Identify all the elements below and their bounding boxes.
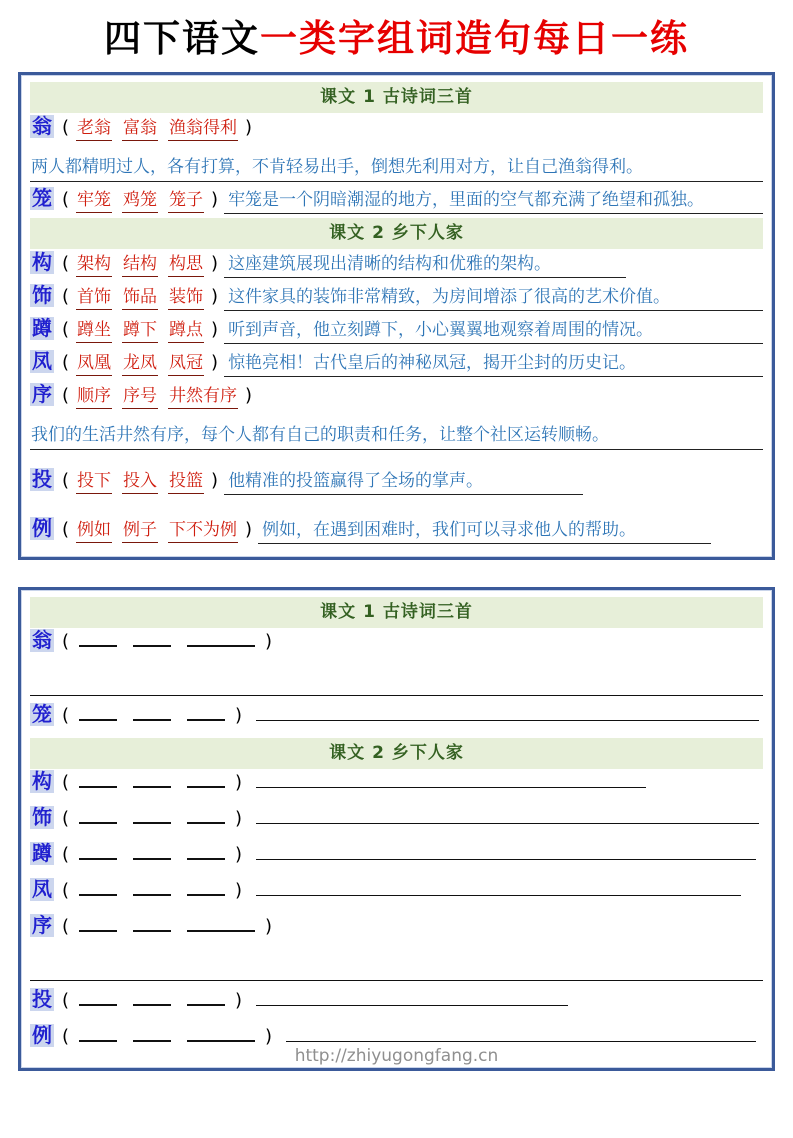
word: 鸡笼 — [122, 185, 158, 213]
close-paren: ) — [235, 705, 243, 727]
word-blank — [187, 805, 225, 824]
lesson-2-header: 课文 2 乡下人家 — [30, 218, 763, 249]
open-paren: ( — [62, 189, 70, 211]
close-paren: ) — [211, 189, 219, 211]
sentence-line: 我们的生活井然有序，每个人都有自己的职责和任务，让整个社区运转顺畅。 — [30, 414, 763, 450]
open-paren: ( — [62, 808, 70, 830]
word: 笼子 — [168, 185, 204, 213]
answer-row-tou — [30, 466, 763, 499]
sentence-write-line — [30, 664, 763, 696]
open-paren: ( — [62, 631, 70, 653]
word-blank — [79, 805, 117, 824]
close-paren: ) — [235, 880, 243, 902]
open-paren: ( — [62, 772, 70, 794]
word-blank — [133, 913, 171, 932]
answer-row-shi — [30, 282, 763, 315]
answer-row-feng — [30, 348, 763, 381]
target-char: 投 — [32, 467, 52, 492]
open-paren: ( — [62, 319, 70, 341]
open-paren: ( — [62, 117, 70, 139]
target-char: 序 — [32, 382, 52, 407]
open-paren: ( — [62, 844, 70, 866]
sentence: 这座建筑展现出清晰的结构和优雅的架构。 — [224, 249, 626, 278]
sentence-write-line — [286, 1023, 756, 1042]
page-title-red: 一类字组词造句每日一练 — [260, 16, 689, 60]
word: 蹲坐 — [76, 315, 112, 343]
close-paren: ) — [211, 253, 219, 275]
sentence-write-line — [256, 805, 759, 824]
practice-row-tou — [30, 987, 763, 1023]
lesson-1-header: 课文 1 古诗词三首 — [30, 82, 763, 113]
target-char: 例 — [32, 1023, 52, 1048]
target-char: 凤 — [32, 349, 52, 374]
sentence: 这件家具的装饰非常精致，为房间增添了很高的艺术价值。 — [224, 282, 763, 311]
word-blank — [133, 805, 171, 824]
word-blank — [133, 628, 171, 647]
sentence: 他精准的投篮赢得了全场的掌声。 — [224, 466, 583, 495]
page-title — [0, 16, 793, 60]
target-char: 翁 — [32, 628, 52, 653]
practice-row-weng — [30, 628, 763, 664]
word: 蹲下 — [122, 315, 158, 343]
open-paren: ( — [62, 705, 70, 727]
close-paren: ) — [245, 117, 253, 139]
practice-row-shi — [30, 805, 763, 841]
open-paren: ( — [62, 916, 70, 938]
target-char: 凤 — [32, 877, 52, 902]
open-paren: ( — [62, 470, 70, 492]
word-blank — [187, 628, 255, 647]
word: 架构 — [76, 249, 112, 277]
close-paren: ) — [265, 631, 273, 653]
word: 龙凤 — [122, 348, 158, 376]
sentence: 惊艳亮相！古代皇后的神秘凤冠，揭开尘封的历史记。 — [224, 348, 763, 377]
word-blank — [79, 702, 117, 721]
word: 凤冠 — [168, 348, 204, 376]
word: 牢笼 — [76, 185, 112, 213]
word-blank — [187, 841, 225, 860]
open-paren: ( — [62, 880, 70, 902]
target-char: 蹲 — [32, 841, 52, 866]
sentence: 例如，在遇到困难时，我们可以寻求他人的帮助。 — [258, 515, 711, 544]
word-blank — [133, 702, 171, 721]
target-char: 序 — [32, 913, 52, 938]
close-paren: ) — [265, 1026, 273, 1048]
sentence-line: 两人都精明过人，各有打算，不肯轻易出手，倒想先利用对方，让自己渔翁得利。 — [30, 146, 763, 182]
word-blank — [133, 987, 171, 1006]
word-blank — [187, 769, 225, 788]
word-blank — [187, 1023, 255, 1042]
answer-row-gou — [30, 249, 763, 282]
close-paren: ) — [265, 916, 273, 938]
open-paren: ( — [62, 352, 70, 374]
sentence: 牢笼是一个阴暗潮湿的地方，里面的空气都充满了绝望和孤独。 — [224, 185, 763, 214]
practice-row-xu — [30, 913, 763, 949]
word: 凤凰 — [76, 348, 112, 376]
answer-box — [18, 72, 775, 560]
word: 老翁 — [76, 113, 112, 141]
sentence: 听到声音，他立刻蹲下，小心翼翼地观察着周围的情况。 — [224, 315, 763, 344]
word-blank — [79, 769, 117, 788]
sentence-write-line — [256, 877, 741, 896]
target-char: 饰 — [32, 283, 52, 308]
footer-url: http://zhiyugongfang.cn — [294, 1046, 499, 1067]
word: 投下 — [76, 466, 112, 494]
open-paren: ( — [62, 385, 70, 407]
word: 投入 — [122, 466, 158, 494]
word-blank — [79, 841, 117, 860]
word: 投篮 — [168, 466, 204, 494]
word: 构思 — [168, 249, 204, 277]
open-paren: ( — [62, 253, 70, 275]
word-blank — [79, 987, 117, 1006]
word: 首饰 — [76, 282, 112, 310]
close-paren: ) — [245, 385, 253, 407]
word: 例如 — [76, 515, 112, 543]
practice-row-gou — [30, 769, 763, 805]
target-char: 饰 — [32, 805, 52, 830]
sentence-write-line — [256, 841, 756, 860]
target-char: 投 — [32, 987, 52, 1012]
target-char: 构 — [32, 250, 52, 275]
close-paren: ) — [235, 808, 243, 830]
word: 富翁 — [122, 113, 158, 141]
open-paren: ( — [62, 519, 70, 541]
lesson-1-header: 课文 1 古诗词三首 — [30, 597, 763, 628]
practice-row-dun — [30, 841, 763, 877]
practice-row-feng — [30, 877, 763, 913]
word-blank — [79, 877, 117, 896]
practice-box — [18, 587, 775, 1071]
word-blank — [79, 628, 117, 647]
answer-row-dun — [30, 315, 763, 348]
close-paren: ) — [211, 286, 219, 308]
answer-row-weng — [30, 113, 763, 146]
word-blank — [187, 702, 225, 721]
word: 渔翁得利 — [168, 113, 238, 141]
word: 例子 — [122, 515, 158, 543]
close-paren: ) — [211, 470, 219, 492]
target-char: 翁 — [32, 114, 52, 139]
close-paren: ) — [235, 844, 243, 866]
answer-row-xu — [30, 381, 763, 414]
open-paren: ( — [62, 990, 70, 1012]
practice-row-long — [30, 702, 763, 738]
word: 下不为例 — [168, 515, 238, 543]
close-paren: ) — [235, 990, 243, 1012]
word-blank — [79, 913, 117, 932]
word-blank — [133, 841, 171, 860]
sentence-write-line — [256, 769, 646, 788]
word-blank — [133, 877, 171, 896]
answer-row-long — [30, 185, 763, 218]
word-blank — [187, 877, 225, 896]
word-blank — [187, 913, 255, 932]
word-blank — [187, 987, 225, 1006]
word-blank — [133, 769, 171, 788]
open-paren: ( — [62, 1026, 70, 1048]
target-char: 构 — [32, 769, 52, 794]
close-paren: ) — [211, 352, 219, 374]
word: 装饰 — [168, 282, 204, 310]
target-char: 笼 — [32, 186, 52, 211]
target-char: 蹲 — [32, 316, 52, 341]
target-char: 例 — [32, 516, 52, 541]
answer-row-li — [30, 515, 763, 548]
lesson-2-header: 课文 2 乡下人家 — [30, 738, 763, 769]
sentence-write-line — [256, 987, 568, 1006]
word-blank — [133, 1023, 171, 1042]
word: 饰品 — [122, 282, 158, 310]
close-paren: ) — [211, 319, 219, 341]
open-paren: ( — [62, 286, 70, 308]
close-paren: ) — [235, 772, 243, 794]
word: 井然有序 — [168, 381, 238, 409]
word: 序号 — [122, 381, 158, 409]
target-char: 笼 — [32, 702, 52, 727]
word: 结构 — [122, 249, 158, 277]
word: 顺序 — [76, 381, 112, 409]
word-blank — [79, 1023, 117, 1042]
word: 蹲点 — [168, 315, 204, 343]
close-paren: ) — [245, 519, 253, 541]
sentence-write-line — [30, 949, 763, 981]
sentence-write-line — [256, 702, 759, 721]
page-title-black: 四下语文 — [104, 16, 260, 60]
